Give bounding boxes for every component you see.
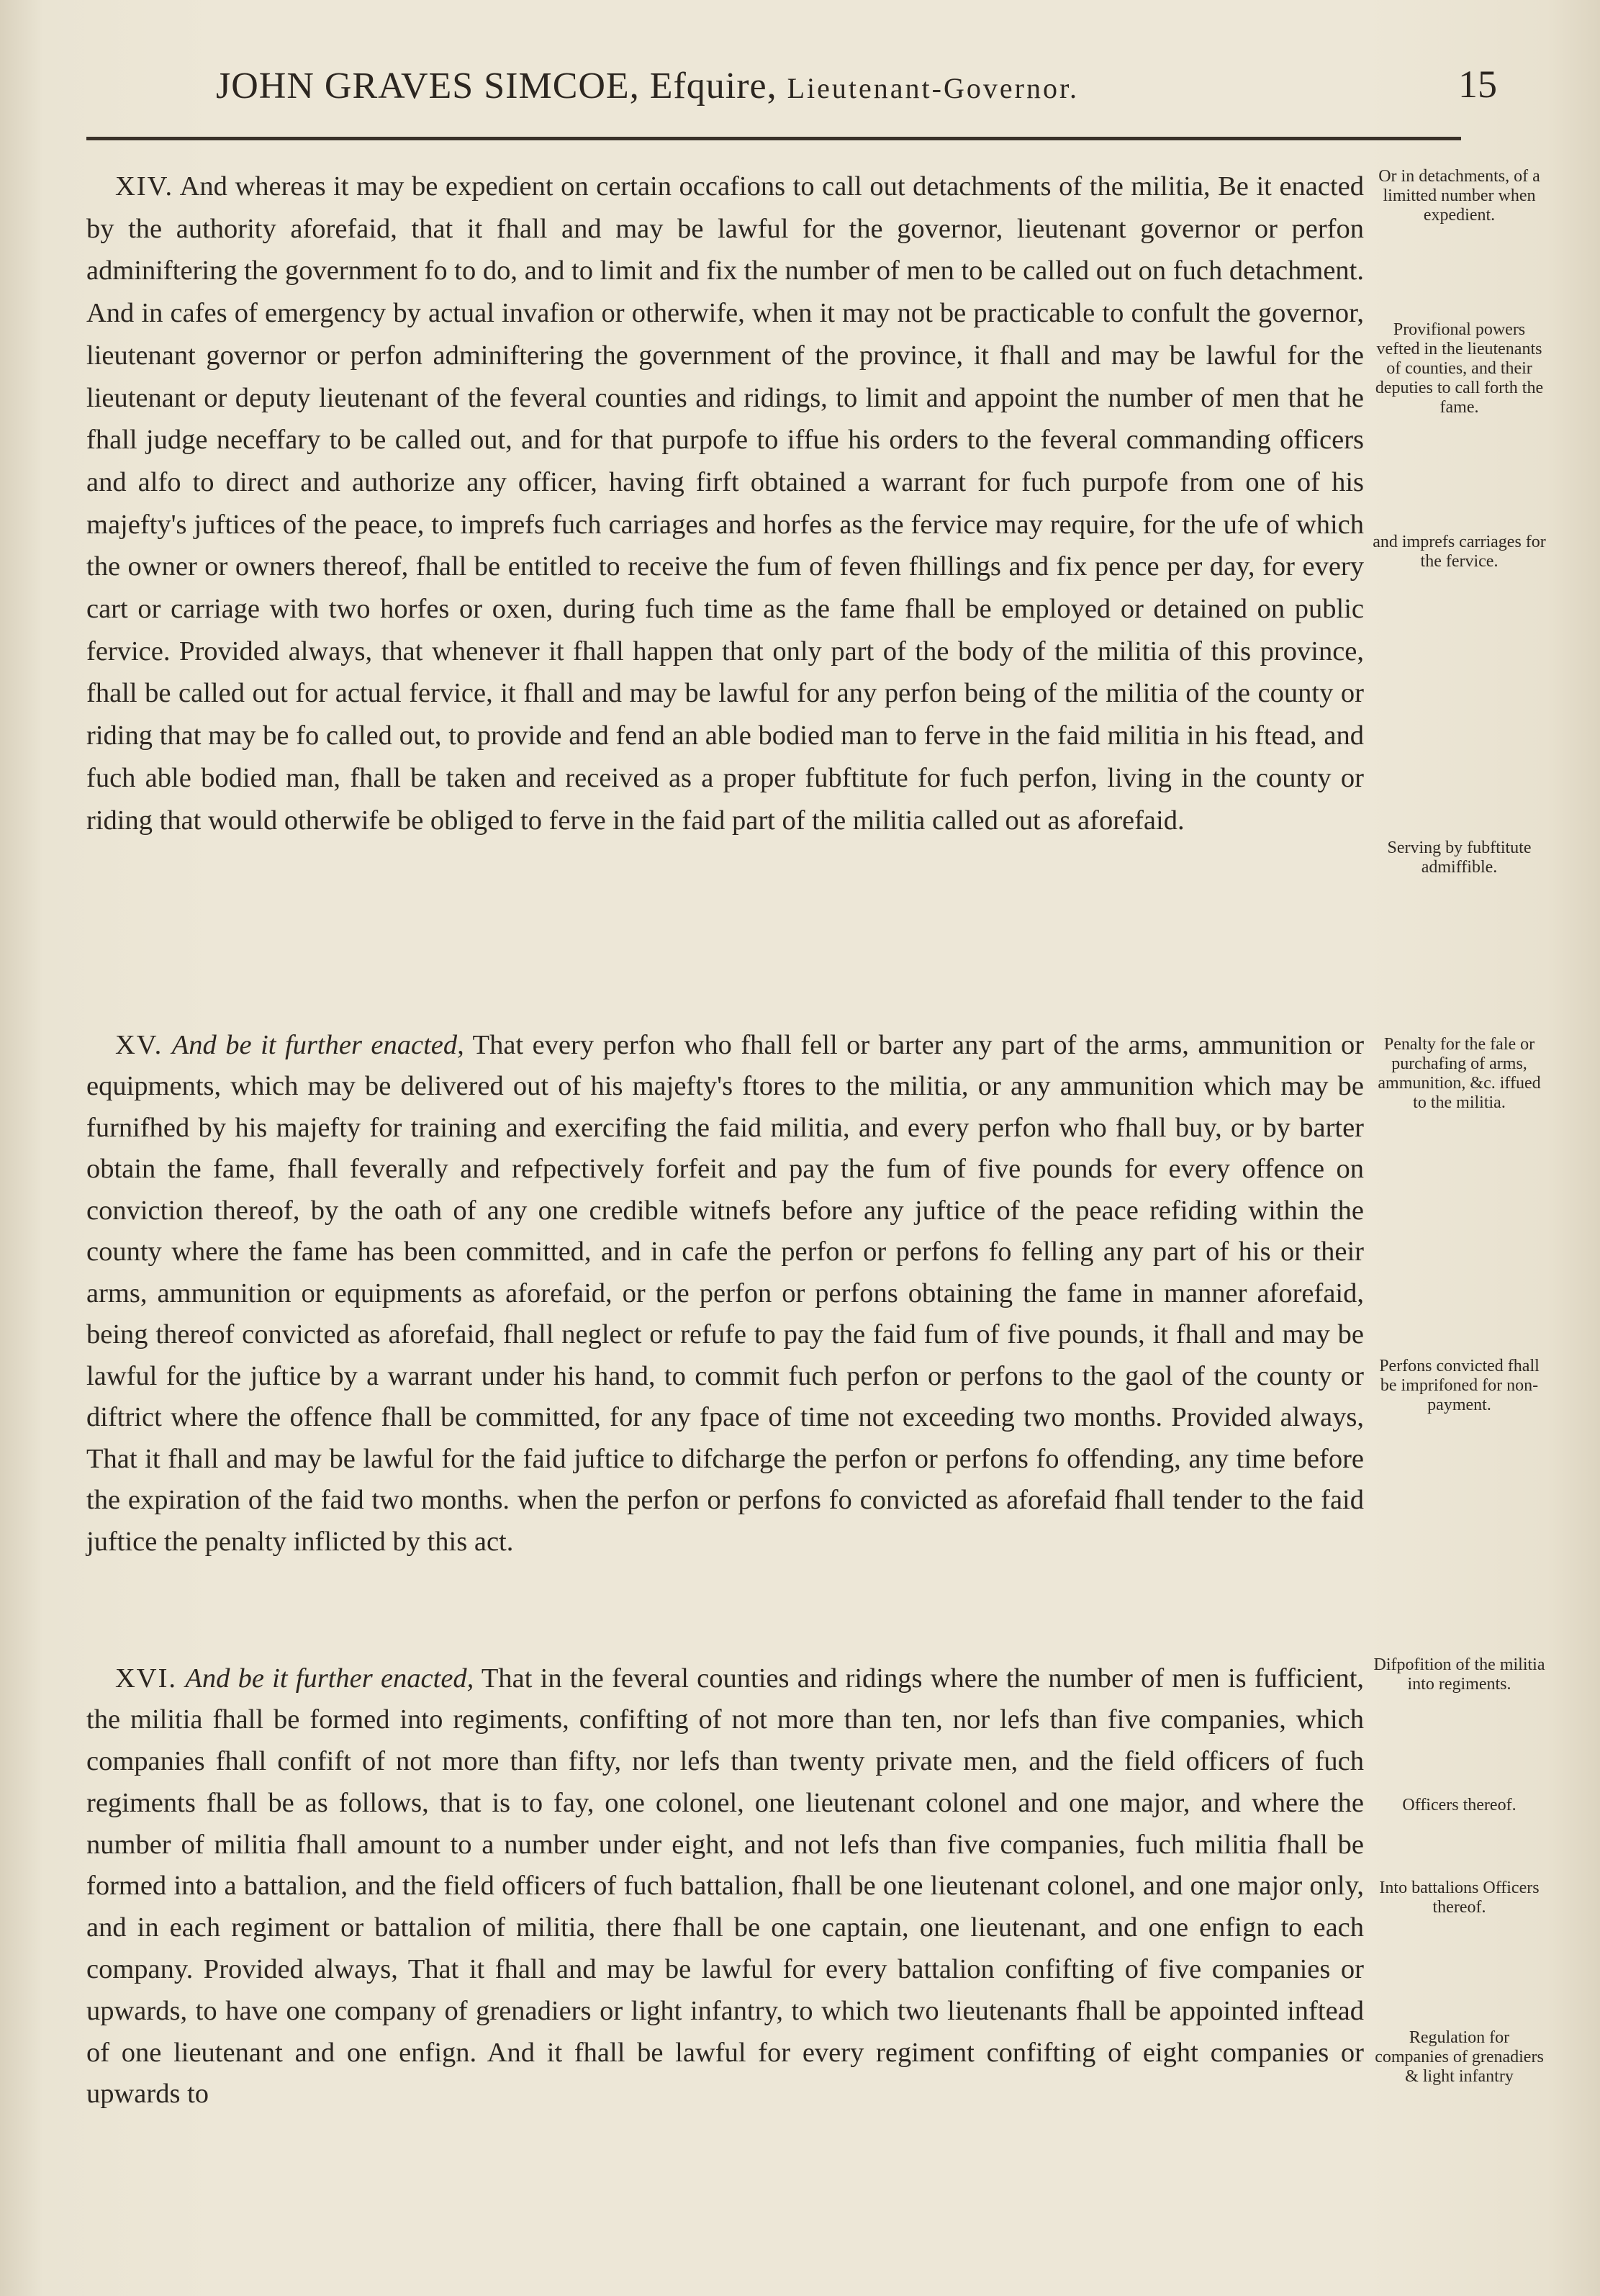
page-number: 15 — [1458, 63, 1497, 106]
margin-note: Difpofition of the militia into regiments. — [1373, 1655, 1545, 1694]
title-main: JOHN GRAVES SIMCOE, Efquire, — [216, 65, 787, 107]
margin-note: Provifional powers vefted in the lieutenants of counties, and their deputies to call forth the fame. — [1375, 320, 1544, 417]
section-xv-paragraph — [86, 1025, 1364, 1563]
margin-note: Penalty for the fale or purchafing of arms, ammunition, &c. iffued to the militia. — [1378, 1035, 1541, 1112]
running-header — [216, 65, 1497, 115]
margin-note: Perfons convicted fhall be imprifoned for non-payment. — [1379, 1357, 1540, 1414]
margin-note: Or in detachments, of a limitted number when expedient. — [1378, 167, 1540, 225]
section-lead: And be it further enacted, — [185, 1663, 474, 1694]
margin-note: Serving by fubftitute admiffible. — [1387, 839, 1532, 877]
section-xvi — [86, 1630, 1364, 2143]
section-text: That every perfon who fhall fell or barter any part of the arms, ammunition or equipments, which may be delivered out of his majefty's ftores to the militia, or any ammunition which may be furnifhed by his majefty for training and exercifing the faid militia, and every perfon who fhall buy, or by barter obtain the fame, fhall feverally and refpectively forfeit and pay the fum of five pounds for every offence on conviction thereof, by the oath of any one credible witnefs before any juftice of the peace refiding within the county where the fame has been committed, and in cafe the perfon or perfons fo felling any part of his or their arms, ammunition or equipments as aforefaid, or the perfon or perfons obtaining the fame in manner aforefaid, being thereof convicted as aforefaid, fhall neglect or refufe to pay the faid fum of five pounds, it fhall and may be lawful for the juftice by a warrant under his hand, to commit fuch perfon or perfons to the gaol of the county or diftrict where the offence fhall be committed, for any fpace of time not exceeding two months. Provided always, That it fhall and may be lawful for the faid juftice to difcharge the perfon or perfons fo offending, any time before the expiration of the faid two months. when the perfon or perfons fo convicted as aforefaid fhall tender to the faid juftice the penalty inflicted by this act. — [86, 1029, 1365, 1557]
section-text: That in the feveral counties and ridings where the number of men is fufficient, the militia fhall be formed into regiments, confifting of not more than ten, nor lefs than five companies, which companies fhall confift of not more than fifty, nor lefs than twenty private men, and the field officers of fuch regiments fhall be as follows, that is to fay, one colonel, one lieutenant colonel and one major, and where the number of militia fhall amount to a number under eight, and not lefs than five companies, fuch militia fhall be formed into a battalion, and the field officers of fuch battalion, fhall be one lieutenant colonel, and one major only, and in each regiment or battalion of militia, there fhall be one captain, one lieutenant, and one enfign to each company. Provided always, That it fhall and may be lawful for every battalion confifting of five companies or upwards, to have one company of grenadiers or light infantry, to which two lieutenants fhall be appointed inftead of one lieutenant and one enfign. And it fhall be lawful for every regiment confifting of eight companies or upwards to — [86, 1663, 1365, 2110]
section-number: XVI. — [115, 1663, 178, 1694]
margin-note: Officers thereof. — [1402, 1796, 1517, 1814]
running-title — [216, 65, 1079, 107]
section-xv — [86, 997, 1364, 1591]
section-number: XV. — [115, 1029, 163, 1060]
section-text: And whereas it may be expedient on certain occafions to call out detachments of the militia, Be it enacted by the authority aforefaid, that it fhall and may be lawful for the governor, lieutenant governor or perfon adminiftering the government fo to do, and to limit and fix the number of men to be called out on fuch detachment. And in cafes of emergency by actual invafion or otherwife, when it may not be practicable to confult the governor, lieutenant governor or perfon adminiftering the government of the province, it fhall and may be lawful for the lieutenant or deputy lieutenant of the feveral counties and ridings, to limit and appoint the number of men that he fhall judge neceffary to be called out, and for that purpofe to iffue his orders to the feveral commanding officers and alfo to direct and authorize any officer, having firft obtained a warrant for fuch purpofe from one of his majefty's juftices of the peace, to imprefs fuch carriages and horfes as the fervice may require, for the ufe of which the owner or owners thereof, fhall be entitled to receive the fum of feven fhillings and fix pence per day, for every cart or carriage with two horfes or oxen, during fuch time as the fame fhall be employed or detained on public fervice. Provided always, that whenever it fhall happen that only part of the body of the militia of this province, fhall be called out for actual fervice, it fhall and may be lawful for any perfon being of the militia of the county or riding that may be fo called out, to provide and fend an able bodied man to ferve in the faid militia in his ftead, and fuch able bodied man, fhall be taken and received as a proper fubftitute for fuch perfon, living in the county or riding that would otherwife be obliged to ferve in the faid part of the militia called out as aforefaid. — [86, 171, 1364, 836]
section-number: XIV. — [115, 171, 174, 202]
margin-note: and imprefs carriages for the fervice. — [1373, 533, 1546, 571]
margin-note: Regulation for companies of grenadiers & light infantry — [1375, 2028, 1544, 2086]
section-xiv-paragraph — [86, 166, 1364, 841]
margin-note: Into battalions Officers thereof. — [1379, 1879, 1540, 1917]
section-lead: And be it further enacted, — [171, 1029, 464, 1060]
title-caps: Lieutenant-Governor. — [787, 72, 1080, 104]
header-rule — [86, 137, 1461, 140]
section-xvi-paragraph — [86, 1658, 1364, 2116]
section-xiv — [86, 166, 1364, 841]
